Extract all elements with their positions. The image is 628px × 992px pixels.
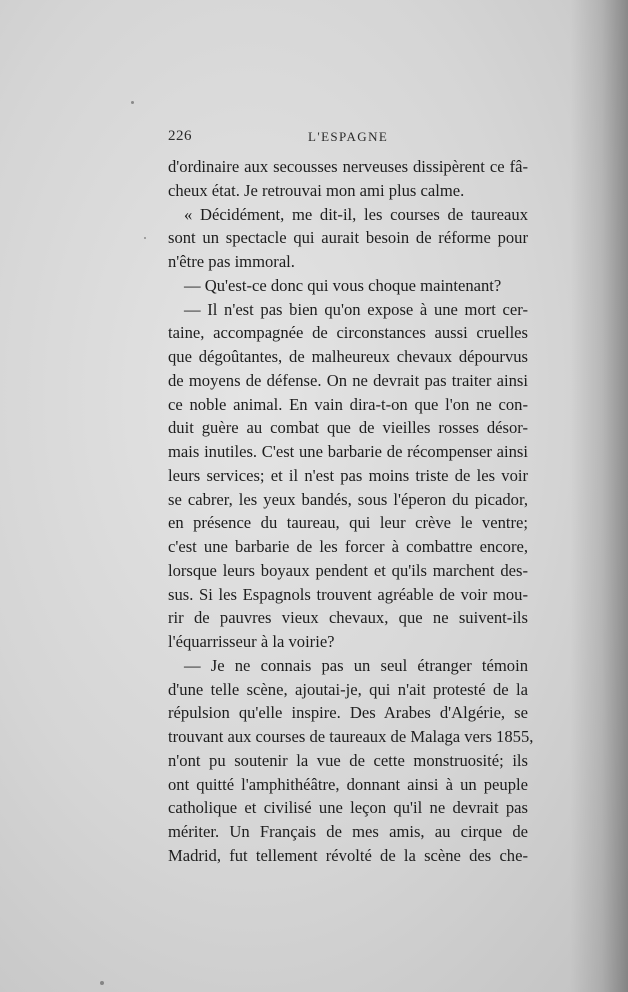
text-line: sus. Si les Espagnols trouvent agréable de voir mou- xyxy=(168,584,528,604)
body-text xyxy=(168,155,534,868)
paper-speck xyxy=(144,237,146,239)
text-line: de moyens de défense. On ne devrait pas traiter ainsi xyxy=(168,370,528,390)
text-line: taine, accompagnée de circonstances aussi cruelles xyxy=(168,323,528,343)
text-line: Madrid, fut tellement révolté de la scène des che- xyxy=(168,845,528,865)
text-line: sont un spectacle qui aurait besoin de réforme pour xyxy=(168,228,528,248)
text-line: ont quitté l'amphithéâtre, donnant ainsi à un peuple xyxy=(168,774,528,794)
paper-speck xyxy=(131,101,134,104)
text-line: trouvant aux courses de taureaux de Malaga vers 1855, xyxy=(168,727,534,746)
text-line: « Décidément, me dit-il, les courses de taureaux xyxy=(184,204,528,224)
text-line: — Il n'est pas bien qu'on expose à une mort cer- xyxy=(184,299,528,319)
paper-speck xyxy=(100,981,104,985)
text-line: d'ordinaire aux secousses nerveuses dissipèrent ce fâ- xyxy=(168,157,528,176)
text-line: lorsque leurs boyaux pendent et qu'ils marchent des- xyxy=(168,560,528,580)
text-line: que dégoûtantes, de malheureux chevaux dépourvus xyxy=(168,347,528,366)
text-line: cheux état. Je retrouvai mon ami plus calme. xyxy=(168,180,465,200)
running-head: L'ESPAGNE xyxy=(308,129,389,144)
text-line: catholique et civilisé une leçon qu'il ne devrait pas xyxy=(168,798,528,818)
text-line: répulsion qu'elle inspire. Des Arabes d'Algérie, se xyxy=(168,703,528,723)
text-line: — Je ne connais pas un seul étranger témoin xyxy=(184,655,528,675)
page-header xyxy=(168,128,528,150)
text-line: l'équarrisseur à la voirie? xyxy=(168,632,335,651)
text-line: ce noble animal. En vain dira-t-on que l'on ne con- xyxy=(168,394,528,414)
text-line: d'une telle scène, ajoutai-je, qui n'ait protesté de la xyxy=(168,679,528,699)
text-line: en présence du taureau, qui leur crève le ventre; xyxy=(168,513,528,533)
text-line: n'être pas immoral. xyxy=(168,252,295,271)
text-line: mériter. Un Français de mes amis, au cirque de xyxy=(168,822,528,841)
text-line: mais inutiles. C'est une barbarie de récompenser ainsi xyxy=(168,442,528,461)
text-line: n'ont pu soutenir la vue de cette monstruosité; ils xyxy=(168,750,528,770)
page-gutter-shadow xyxy=(570,0,628,992)
text-line: leurs services; et il n'est pas moins triste de les voir xyxy=(168,465,528,485)
text-line: se cabrer, les yeux bandés, sous l'éperon du picador, xyxy=(168,489,528,509)
text-line: rir de pauvres vieux chevaux, que ne suivent-ils xyxy=(168,608,528,628)
page-number: 226 xyxy=(168,128,192,144)
text-line: — Qu'est-ce donc qui vous choque maintenant? xyxy=(184,275,502,295)
text-line: c'est une barbarie de les forcer à combattre encore, xyxy=(168,537,528,556)
text-line: duit guère au combat que de vieilles rosses désor- xyxy=(168,418,528,438)
